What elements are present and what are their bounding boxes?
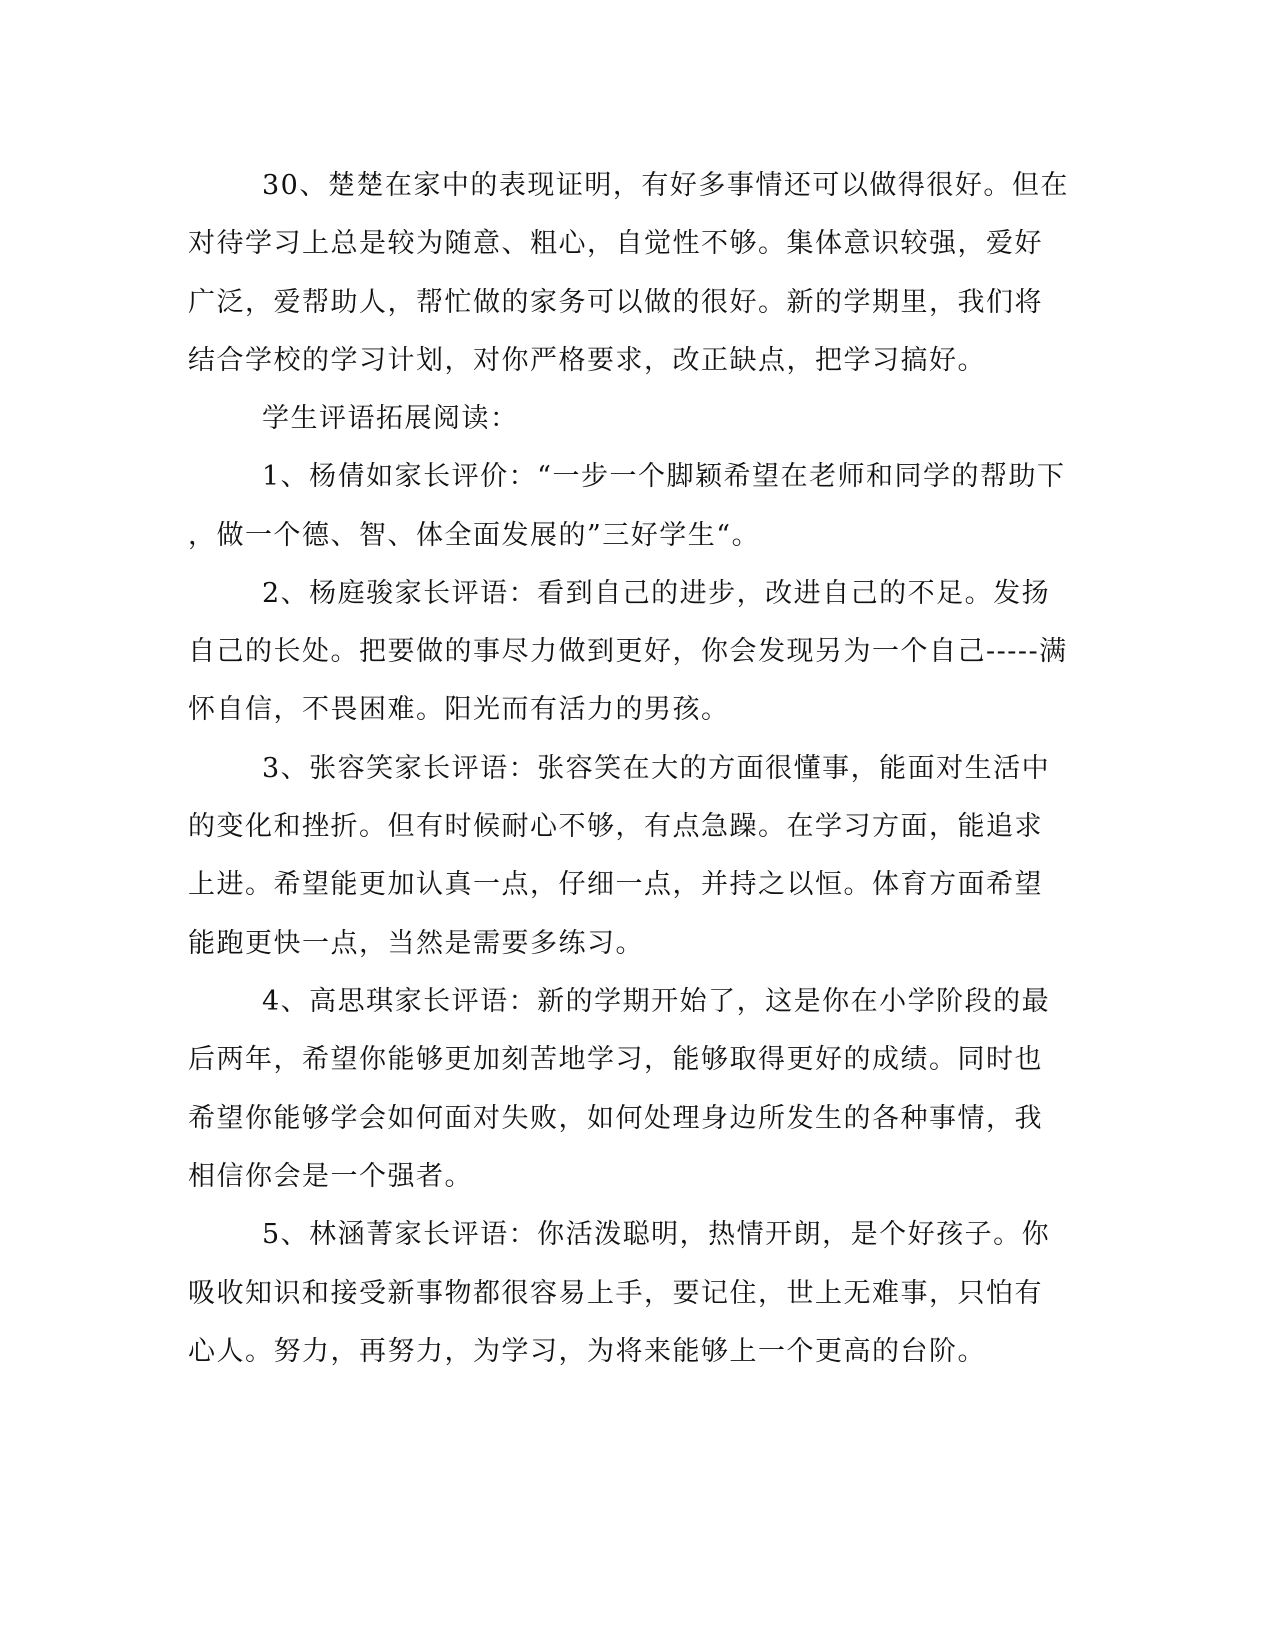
item-3-line-2: 的变化和挫折。但有时候耐心不够，有点急躁。在学习方面，能追求 [188, 811, 1043, 842]
item-2-line-1: 2、杨庭骏家长评语：看到自己的进步，改进自己的不足。发扬 [262, 578, 1051, 609]
item-3-line-3: 上进。希望能更加认真一点，仔细一点，并持之以恒。体育方面希望 [188, 869, 1043, 900]
item-1-line-2: ，做一个德、智、体全面发展的”三好学生“。 [188, 520, 761, 551]
item-5-line-1: 5、林涵菁家长评语：你活泼聪明，热情开朗，是个好孩子。你 [262, 1219, 1051, 1250]
paragraph-30-line-3: 广泛，爱帮助人，帮忙做的家务可以做的很好。新的学期里，我们将 [188, 287, 1043, 318]
paragraph-30-line-1: 30、楚楚在家中的表现证明，有好多事情还可以做得很好。但在 [262, 170, 1069, 201]
item-2-line-2: 自己的长处。把要做的事尽力做到更好，你会发现另为一个自己-----满 [188, 636, 1068, 667]
item-1-line-1: 1、杨倩如家长评价：“一步一个脚颖希望在老师和同学的帮助下 [262, 461, 1066, 492]
item-3-line-1: 3、张容笑家长评语：张容笑在大的方面很懂事，能面对生活中 [262, 753, 1051, 784]
paragraph-30-line-2: 对待学习上总是较为随意、粗心，自觉性不够。集体意识较强，爱好 [188, 228, 1043, 259]
item-4-line-4: 相信你会是一个强者。 [188, 1161, 473, 1192]
item-3-line-4: 能跑更快一点，当然是需要多练习。 [188, 928, 644, 959]
item-4-line-1: 4、高思琪家长评语：新的学期开始了，这是你在小学阶段的最 [262, 986, 1051, 1017]
item-5-line-3: 心人。努力，再努力，为学习，为将来能够上一个更高的台阶。 [188, 1336, 986, 1367]
item-4-line-2: 后两年，希望你能够更加刻苦地学习，能够取得更好的成绩。同时也 [188, 1044, 1043, 1075]
item-2-line-3: 怀自信，不畏困难。阳光而有活力的男孩。 [188, 694, 730, 725]
item-5-line-2: 吸收知识和接受新事物都很容易上手，要记住，世上无难事，只怕有 [188, 1278, 1043, 1309]
item-4-line-3: 希望你能够学会如何面对失败，如何处理身边所发生的各种事情，我 [188, 1103, 1043, 1134]
paragraph-30-line-4: 结合学校的学习计划，对你严格要求，改正缺点，把学习搞好。 [188, 345, 986, 376]
section-heading: 学生评语拓展阅读： [262, 403, 519, 434]
